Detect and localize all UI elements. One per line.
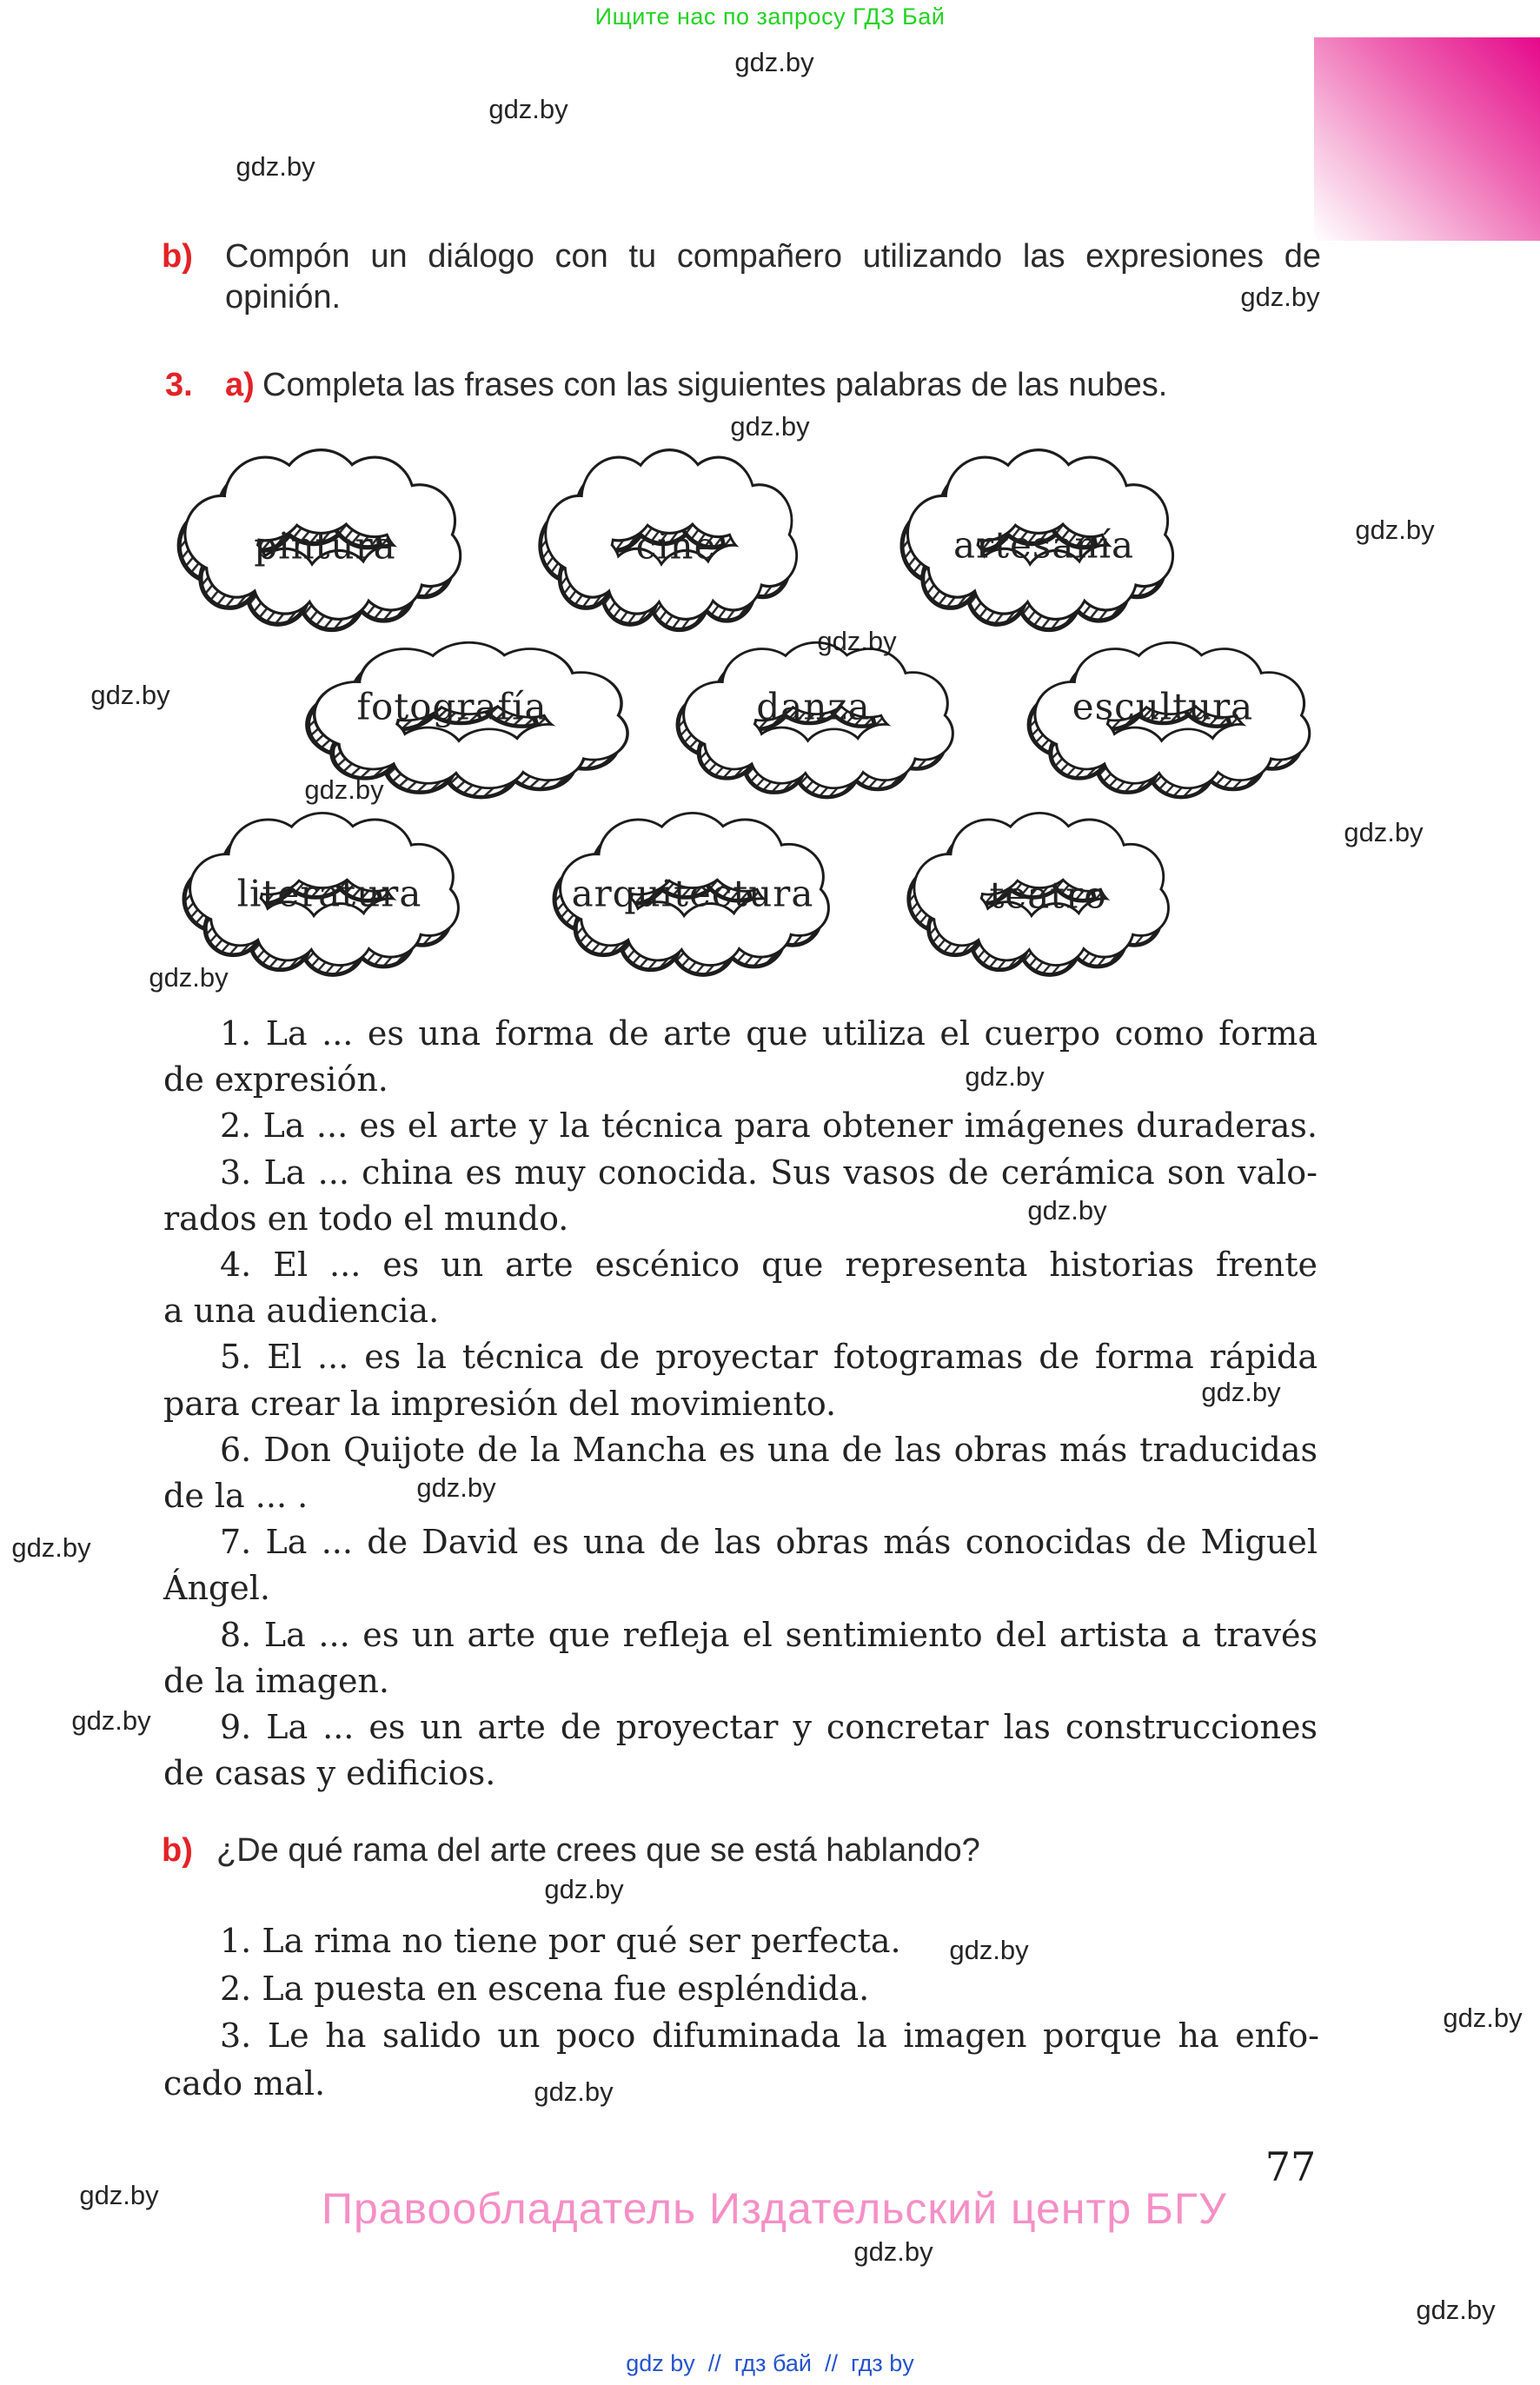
text-line: 3. La ... china es muy conocida. Sus vasos de cerámica son valo- [220,1153,1318,1192]
text-line: de la ... . [163,1477,309,1516]
promo-header: Ищите нас по запросу ГДЗ Бай [594,3,946,30]
gdz-watermark: gdz.by [817,626,897,656]
cloud-word-cine: cine [635,524,717,568]
text-line: 6. Don Quijote de la Mancha es una de las obras más traducidas [220,1430,1318,1469]
gdz-watermark: gdz.by [71,1705,151,1736]
gdz-watermark: gdz.by [149,962,229,993]
text-line: Compón un diálogo con tu compañero utilizando las expresiones de [225,238,1321,275]
text-line: cado mal. [163,2063,326,2103]
cloud-word-teatro: teatro [989,874,1107,917]
cloud-word-pintura: pintura [254,524,396,568]
gdz-watermark: gdz.by [1344,817,1424,847]
exercise3b-prompt: ¿De qué rama del arte crees que se está hablando? [216,1832,980,1869]
text-line: de expresión. [163,1060,388,1099]
cloud-word-arquitectura: arquitectura [571,872,814,915]
text-line: 2. La ... es el arte y la técnica para obtener imágenes duraderas. [220,1106,1318,1146]
gdz-watermark: gdz.by [416,1472,496,1503]
exercise3a-label: a) [225,367,255,403]
gdz-watermark: gdz.by [304,774,384,805]
exercise3a-prompt: Completa las frases con las siguientes palabras de las nubes. [262,367,1168,403]
copyright-line: Правообладатель Издательский центр БГУ [322,2184,1227,2233]
pink-gradient-block [1314,37,1540,241]
gdz-watermark: gdz.by [1240,282,1320,312]
text-line: de la imagen. [163,1661,389,1700]
gdz-watermark: gdz.by [544,1874,624,1904]
gdz-watermark: gdz.by [79,2180,159,2210]
gdz-watermark: gdz.by [853,2236,933,2267]
gdz-watermark: gdz.by [488,94,568,124]
gdz-watermark: gdz.by [965,1061,1045,1092]
text-line: opinión. [225,279,342,316]
text-line: 5. El ... es la técnica de proyectar fotogramas de forma rápida [220,1338,1318,1377]
text-line: 1. La ... es una forma de arte que utiliza el cuerpo como forma [220,1014,1318,1053]
text-line: 4. El ... es un arte escénico que representa historias frente [220,1246,1318,1285]
page-number: 77 [1265,2143,1317,2190]
cloud-word-fotografía: fotografía [356,685,548,728]
gdz-watermark: gdz.by [236,151,315,182]
text-line: 2. La puesta en escena fue espléndida. [220,1969,870,2008]
text-line: 9. La ... es un arte de proyectar y concretar las construcciones [220,1708,1318,1747]
cloud-word-artesanía: artesanía [953,523,1134,567]
gdz-watermark: gdz.by [1201,1377,1281,1407]
cloud-word-escultura: escultura [1072,685,1254,728]
exercise3b-sentences [163,1917,1319,2107]
gdz-watermark: gdz.by [90,680,170,710]
exercise3b-label: b) [162,1832,193,1869]
text-line: a una audiencia. [163,1292,440,1331]
gdz-watermark: gdz.by [1027,1195,1107,1226]
exercise2b-label: b) [162,238,193,275]
exercise3-number: 3. [165,367,193,403]
exercise2b-text [225,236,1321,318]
gdz-watermark: gdz.by [734,47,814,77]
gdz-watermark: gdz.by [730,411,810,442]
text-line: para crear la impresión del movimiento. [163,1384,837,1423]
gdz-watermark: gdz.by [1416,2295,1496,2325]
cloud-word-literatura: literatura [236,872,422,915]
text-line: de casas y edificios. [163,1754,496,1793]
text-line: 7. La ... de David es una de las obras más conocidas de Miguel [220,1523,1318,1562]
cloud-word-danza: danza [756,685,871,728]
exercise3a-sentences [163,1011,1318,1797]
text-line: 8. La ... es un arte que refleja el sentimiento del artista a través [220,1615,1318,1654]
text-line: rados en todo el mundo. [163,1199,569,1238]
gdz-watermark: gdz.by [949,1935,1029,1965]
footer-links[interactable]: gdz by // гдз бай // гдз by [626,2350,914,2376]
gdz-watermark: gdz.by [11,1532,91,1563]
gdz-watermark: gdz.by [1443,2003,1523,2033]
text-line: 3. Le ha salido un poco difuminada la imagen porque ha enfo- [220,2016,1319,2055]
text-line: 1. La rima no tiene por qué ser perfecta. [220,1922,901,1960]
gdz-watermark: gdz.by [534,2076,614,2107]
gdz-watermark: gdz.by [1355,515,1435,545]
text-line: Ángel. [163,1569,270,1608]
